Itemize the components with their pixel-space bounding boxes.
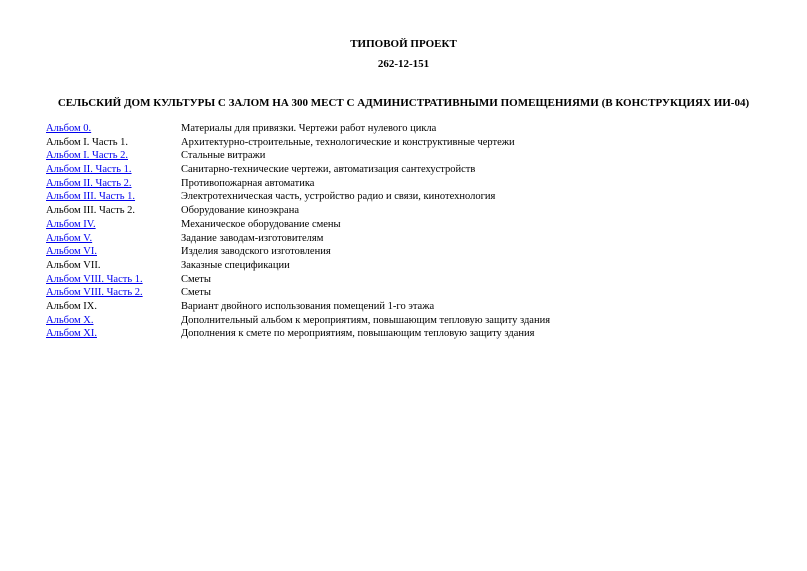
album-cell — [46, 190, 181, 204]
album-link[interactable]: Альбом II. Часть 2. — [46, 177, 132, 189]
album-link[interactable]: Альбом 0. — [46, 123, 92, 134]
album-cell — [46, 122, 181, 136]
album-cell — [46, 314, 181, 328]
album-cell — [46, 327, 181, 341]
album-description: Заказные спецификации — [181, 259, 290, 271]
album-cell — [46, 136, 181, 150]
project-code: 262-12-151 — [377, 58, 430, 70]
album-cell — [46, 232, 181, 246]
album-link[interactable]: Альбом II. Часть 1. — [46, 164, 132, 176]
album-description: Сметы — [181, 287, 211, 299]
album-link[interactable]: Альбом III. Часть 1. — [46, 191, 136, 203]
album-description: Вариант двойного использования помещений 1-го этажа — [181, 300, 435, 312]
album-description: Изделия заводского изготовления — [181, 246, 331, 258]
album-description: Противопожарная автоматика — [181, 177, 315, 189]
document-type-heading: ТИПОВОЙ ПРОЕКТ — [350, 38, 457, 50]
albums-list — [46, 122, 786, 341]
album-description: Электротехническая часть, устройство радио и связи, кинотехнология — [181, 191, 496, 203]
album-label: Альбом IX. — [46, 300, 97, 312]
album-description: Материалы для привязки. Чертежи работ нулевого цикла — [181, 123, 437, 134]
album-cell — [46, 273, 181, 287]
album-row — [46, 327, 786, 341]
album-row — [46, 122, 786, 136]
album-row — [46, 314, 786, 328]
album-link[interactable]: Альбом VI. — [46, 246, 97, 258]
album-row — [46, 163, 786, 177]
album-row — [46, 245, 786, 259]
album-cell — [46, 218, 181, 232]
album-link[interactable]: Альбом V. — [46, 232, 93, 244]
album-cell — [46, 245, 181, 259]
album-description: Сметы — [181, 273, 211, 285]
album-description: Дополнительный альбом к мероприятиям, повышающим тепловую защиту здания — [181, 314, 551, 326]
album-description: Оборудование киноэкрана — [181, 205, 299, 217]
album-link[interactable]: Альбом IV. — [46, 218, 96, 230]
album-description: Стальные витражи — [181, 150, 266, 162]
album-description: Архитектурно-строительные, технологические и конструктивные чертежи — [181, 136, 515, 148]
album-row — [46, 259, 786, 273]
document-title: СЕЛЬСКИЙ ДОМ КУЛЬТУРЫ С ЗАЛОМ НА 300 МЕСТ С АДМИНИСТРАТИВНЫМИ ПОМЕЩЕНИЯМИ (В КОНСТРУКЦИЯХ ИИ-04) — [57, 97, 750, 109]
album-label: Альбом VII. — [46, 259, 101, 271]
album-row — [46, 286, 786, 300]
album-link[interactable]: Альбом VIII. Часть 2. — [46, 287, 143, 299]
album-cell — [46, 163, 181, 177]
album-link[interactable]: Альбом XI. — [46, 328, 97, 340]
album-cell — [46, 204, 181, 218]
album-cell — [46, 286, 181, 300]
album-row — [46, 149, 786, 163]
album-cell — [46, 259, 181, 273]
album-row — [46, 232, 786, 246]
album-row — [46, 218, 786, 232]
album-description: Задание заводам-изготовителям — [181, 232, 324, 244]
album-description: Механическое оборудование смены — [181, 218, 341, 230]
album-row — [46, 204, 786, 218]
album-row — [46, 136, 786, 150]
album-cell — [46, 177, 181, 191]
album-row — [46, 273, 786, 287]
album-row — [46, 190, 786, 204]
album-link[interactable]: Альбом I. Часть 2. — [46, 150, 129, 162]
album-label: Альбом I. Часть 1. — [46, 136, 129, 148]
album-description: Санитарно-технические чертежи, автоматизация сантехустройств — [181, 164, 476, 176]
album-row — [46, 300, 786, 314]
album-link[interactable]: Альбом X. — [46, 314, 94, 326]
album-cell — [46, 300, 181, 314]
album-row — [46, 177, 786, 191]
album-cell — [46, 149, 181, 163]
album-label: Альбом III. Часть 2. — [46, 205, 136, 217]
album-link[interactable]: Альбом VIII. Часть 1. — [46, 273, 143, 285]
album-description: Дополнения к смете по мероприятиям, повышающим тепловую защиту здания — [181, 328, 535, 340]
